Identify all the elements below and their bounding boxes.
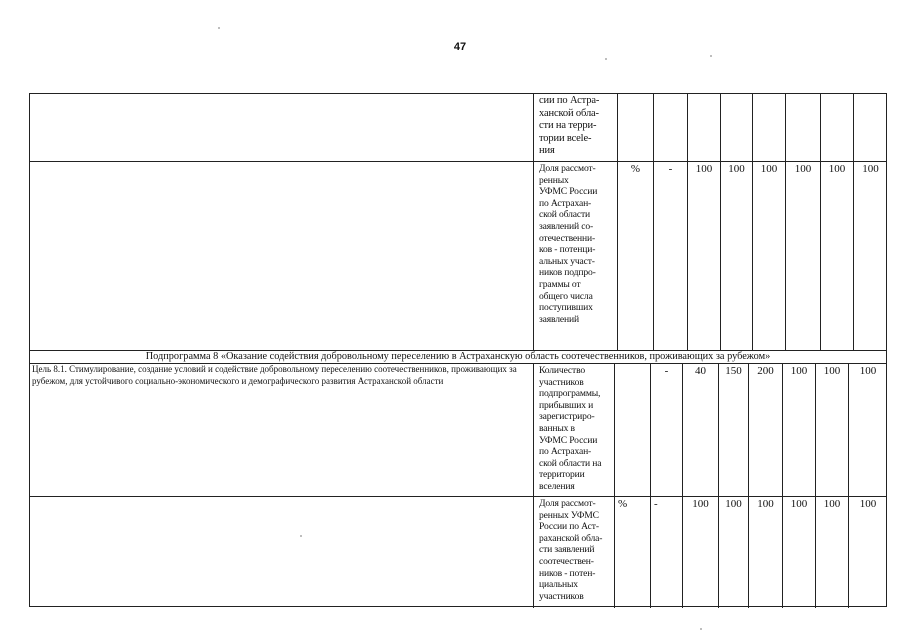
- base-value-cell: -: [664, 365, 669, 377]
- column-divider: [650, 363, 651, 608]
- unit-cell: %: [618, 498, 628, 510]
- value-cell: 100: [859, 365, 877, 377]
- column-divider: [820, 94, 821, 350]
- subprogram-title: Подпрограмма 8 «Оказание содействия добровольному переселению в Астраханскую область соотечественников, проживающих за рубежом»: [145, 351, 771, 362]
- value-cell: 100: [728, 163, 745, 175]
- column-divider: [815, 363, 816, 608]
- value-cell: 100: [790, 365, 808, 377]
- scan-speck: [710, 55, 712, 57]
- value-cell: 40: [695, 365, 706, 377]
- column-divider: [748, 363, 749, 608]
- value-cell: 100: [862, 163, 879, 175]
- scan-speck: [605, 58, 607, 60]
- unit-cell: %: [630, 163, 641, 175]
- scan-speck: [700, 628, 702, 630]
- column-divider: [720, 94, 721, 350]
- column-divider: [848, 363, 849, 608]
- scan-speck: [218, 27, 220, 29]
- column-divider: [614, 363, 615, 608]
- indicator-cell: Доля рассмот- ренных УФМС России по Аст- раханской обла- сти заявлений соотечествен- ников - потен- циальных участников: [539, 498, 603, 602]
- column-divider: [617, 94, 618, 350]
- column-divider: [682, 363, 683, 608]
- row-divider: [30, 161, 886, 162]
- scan-speck: [300, 535, 302, 537]
- value-cell: 100: [790, 498, 808, 510]
- column-divider: [782, 363, 783, 608]
- column-divider: [752, 94, 753, 350]
- value-cell: 100: [828, 163, 846, 175]
- column-divider: [533, 363, 534, 608]
- indicator-cell: Количество участников подпрограммы, прибывших и зарегистриро- ванных в УФМС России по Астрахан- ской области на территории вселения: [539, 365, 602, 492]
- value-cell: 100: [695, 163, 713, 175]
- indicators-table: [29, 93, 887, 607]
- goal-text: Цель 8.1. Стимулирование, создание условий и содействие добровольному переселению соотечественников, проживающих за рубежом, для устойчивого социально-экономического и демографического развития Астраханской области: [32, 364, 517, 386]
- base-value-cell: -: [668, 163, 673, 175]
- column-divider: [653, 94, 654, 350]
- column-divider: [853, 94, 854, 350]
- value-cell: 100: [823, 365, 841, 377]
- column-divider: [785, 94, 786, 350]
- value-cell: 100: [692, 498, 709, 510]
- column-divider: [718, 363, 719, 608]
- column-divider: [687, 94, 688, 350]
- value-cell: 100: [757, 498, 774, 510]
- value-cell: 150: [725, 365, 742, 377]
- value-cell: 100: [859, 498, 877, 510]
- value-cell: 100: [725, 498, 742, 510]
- indicator-cell: сии по Астра- ханской обла- сти на терри- тории всele- ния: [539, 95, 600, 156]
- base-value-cell: -: [654, 498, 658, 510]
- row-divider: [30, 496, 886, 497]
- value-cell: 200: [757, 365, 774, 377]
- value-cell: 100: [823, 498, 841, 510]
- value-cell: 100: [794, 163, 812, 175]
- page-number: 47: [453, 41, 467, 53]
- indicator-cell: Доля рассмот- ренных УФМС России по Астрахан- ской области заявлений со- отечественни- ков - потенци- альных участ- ников подпро- граммы от общего числа поступивших заявлений: [539, 163, 598, 325]
- column-divider: [533, 94, 534, 350]
- value-cell: 100: [760, 163, 778, 175]
